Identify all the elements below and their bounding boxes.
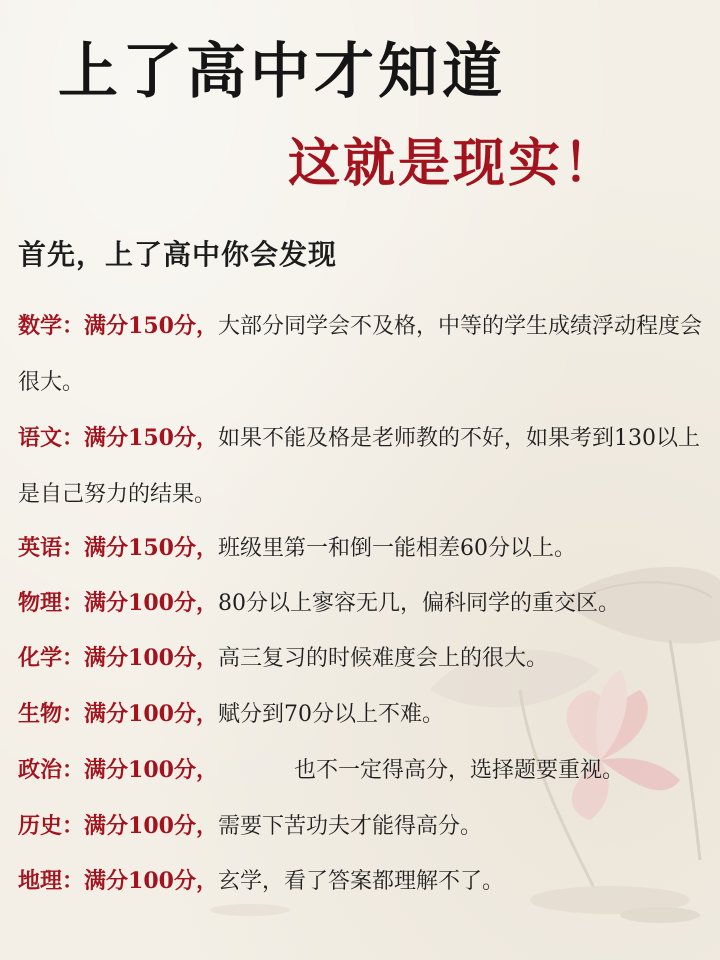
page-subtitle: 这就是现实！ <box>288 134 619 194</box>
subject-score: 满分100分， <box>84 757 218 783</box>
subject-name: 生物： <box>18 701 85 727</box>
subject-row-chinese <box>18 410 708 523</box>
subject-row-english <box>18 520 708 577</box>
subject-desc: 班级里第一和倒一能相差60分以上。 <box>217 536 576 561</box>
subject-desc: 如果不能及格是老师教的不好，如果考到130以上是自己努力的结果。 <box>18 426 700 507</box>
subject-name: 物理： <box>18 590 85 616</box>
subject-row-biology <box>18 686 708 743</box>
subject-row-math <box>18 298 708 411</box>
subject-score: 满分100分， <box>84 645 218 671</box>
subject-name: 语文： <box>18 425 85 451</box>
subject-desc: 需要下苦功夫才能得高分。 <box>217 814 482 839</box>
subject-row-physics <box>18 575 708 632</box>
subject-name: 历史： <box>18 813 85 839</box>
intro-heading: 首先，上了高中你会发现 <box>18 238 338 271</box>
page-title: 上了高中才知道 <box>58 37 506 107</box>
subject-name: 地理： <box>18 868 85 894</box>
subject-name: 英语： <box>18 535 85 561</box>
subject-row-history <box>18 798 708 855</box>
subject-score: 满分150分， <box>84 535 218 561</box>
subject-name: 政治： <box>18 757 85 783</box>
subject-desc: 玄学，看了答案都理解不了。 <box>217 869 504 894</box>
subject-desc: 赋分到70分以上不难。 <box>217 702 444 727</box>
subject-row-chemistry <box>18 630 708 687</box>
subject-desc: 高三复习的时候难度会上的很大。 <box>217 646 548 671</box>
subject-score: 满分100分， <box>84 868 218 894</box>
subject-row-geography <box>18 853 708 910</box>
subject-score: 满分100分， <box>84 701 218 727</box>
subject-desc: 也不一定得高分，选择题要重视。 <box>293 758 624 783</box>
subject-row-politics <box>18 742 708 799</box>
subject-desc: 大部分同学会不及格，中等的学生成绩浮动程度会很大。 <box>18 314 702 395</box>
subject-score: 满分100分， <box>84 590 218 616</box>
subject-score: 满分150分， <box>84 425 218 451</box>
subject-score: 满分150分， <box>84 313 218 339</box>
subject-score: 满分100分， <box>84 813 218 839</box>
subject-desc: 80分以上寥容无几，偏科同学的重交区。 <box>217 591 620 616</box>
subject-name: 数学： <box>18 313 85 339</box>
erased-text-patch <box>218 761 294 781</box>
subject-name: 化学： <box>18 645 85 671</box>
